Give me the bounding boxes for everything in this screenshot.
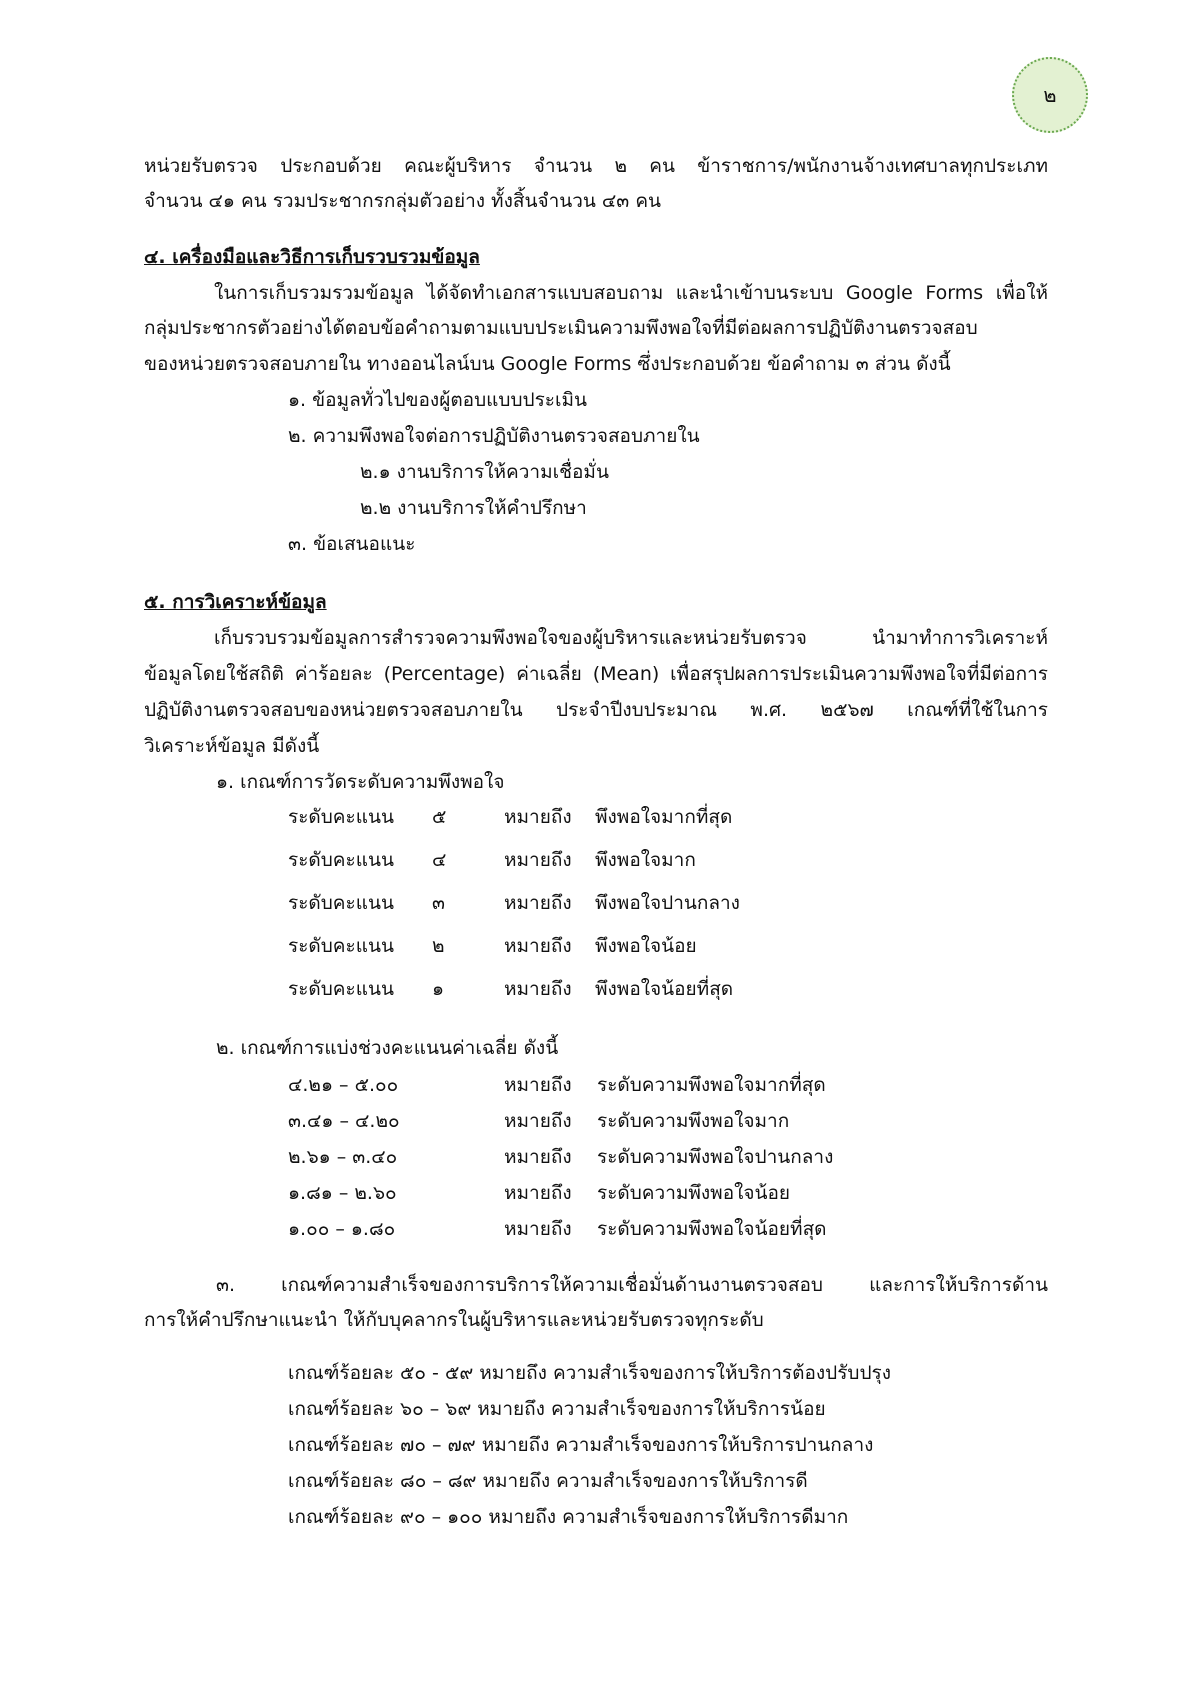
score-description: พึงพอใจน้อยที่สุด [595,978,734,1000]
criteria-3-row: เกณฑ์ร้อยละ ๗๐ – ๗๙ หมายถึง ความสำเร็จของการให้บริการปานกลาง [288,1434,874,1456]
means-label: หมายถึง [504,1074,572,1096]
range-description: ระดับความพึงพอใจน้อยที่สุด [597,1218,827,1240]
section-5-heading: ๕. การวิเคราะห์ข้อมูล [144,591,327,613]
score-label: ระดับคะแนน [288,935,394,957]
page-number: ๒ [1043,83,1057,107]
score-value: ๕ [432,806,447,828]
means-label: หมายถึง [504,1110,572,1132]
score-value: ๒ [432,935,445,957]
section-5-para-line: เก็บรวบรวมข้อมูลการสำรวจความพึงพอใจของผู้บริหารและหน่วยรับตรวจ นำมาทำการวิเคราะห์ [214,627,1048,649]
means-label: หมายถึง [504,849,572,871]
range-description: ระดับความพึงพอใจน้อย [597,1182,791,1204]
score-description: พึงพอใจน้อย [595,935,697,957]
criteria-3-row: เกณฑ์ร้อยละ ๙๐ – ๑๐๐ หมายถึง ความสำเร็จของการให้บริการดีมาก [288,1506,849,1528]
criteria-3-row: เกณฑ์ร้อยละ ๘๐ – ๘๙ หมายถึง ความสำเร็จของการให้บริการดี [288,1470,808,1492]
section-4-heading: ๔. เครื่องมือและวิธีการเก็บรวบรวมข้อมูล [144,246,480,268]
score-description: พึงพอใจปานกลาง [595,892,740,914]
section-4-item: ๒. ความพึงพอใจต่อการปฏิบัติงานตรวจสอบภายใน [288,425,700,447]
means-label: หมายถึง [504,1182,572,1204]
range-description: ระดับความพึงพอใจปานกลาง [597,1146,834,1168]
intro-line-1: หน่วยรับตรวจ ประกอบด้วย คณะผู้บริหาร จำนวน ๒ คน ข้าราชการ/พนักงานจ้างเทศบาลทุกประเภท [144,155,1048,177]
means-label: หมายถึง [504,935,572,957]
score-description: พึงพอใจมาก [595,849,696,871]
section-5-para-line: ปฏิบัติงานตรวจสอบของหน่วยตรวจสอบภายใน ประจำปีงบประมาณ พ.ศ. ๒๕๖๗ เกณฑ์ที่ใช้ในการ [144,699,1048,721]
section-4-para-line: ของหน่วยตรวจสอบภายใน ทางออนไลน์บน Google Forms ซึ่งประกอบด้วย ข้อคำถาม ๓ ส่วน ดังนี้ [144,353,951,375]
section-4-subitem: ๒.๒ งานบริการให้คำปรึกษา [360,497,587,519]
criteria-1-title: ๑. เกณฑ์การวัดระดับความพึงพอใจ [216,771,505,793]
score-value: ๑ [432,978,445,1000]
section-4-para-line: ในการเก็บรวมรวมข้อมูล ได้จัดทำเอกสารแบบสอบถาม และนำเข้าบนระบบ Google Forms เพื่อให้ [214,282,1048,304]
score-value: ๔ [432,849,447,871]
means-label: หมายถึง [504,806,572,828]
score-description: พึงพอใจมากที่สุด [595,806,733,828]
mean-range: ๔.๒๑ – ๕.๐๐ [288,1074,399,1096]
means-label: หมายถึง [504,978,572,1000]
score-label: ระดับคะแนน [288,978,394,1000]
mean-range: ๑.๐๐ – ๑.๘๐ [288,1218,396,1240]
score-label: ระดับคะแนน [288,806,394,828]
section-5-para-line: ข้อมูลโดยใช้สถิติ ค่าร้อยละ (Percentage) ค่าเฉลี่ย (Mean) เพื่อสรุปผลการประเมินความพึงพอใจที่มีต่อการ [144,663,1048,685]
section-5-para-line: วิเคราะห์ข้อมูล มีดังนี้ [144,735,320,757]
means-label: หมายถึง [504,1146,572,1168]
section-4-item: ๓. ข้อเสนอแนะ [288,533,416,555]
range-description: ระดับความพึงพอใจมากที่สุด [597,1074,826,1096]
mean-range: ๑.๘๑ – ๒.๖๐ [288,1182,397,1204]
intro-line-2: จำนวน ๔๑ คน รวมประชากรกลุ่มตัวอย่าง ทั้งสิ้นจำนวน ๔๓ คน [144,190,662,212]
means-label: หมายถึง [504,1218,572,1240]
mean-range: ๒.๖๑ – ๓.๔๐ [288,1146,398,1168]
score-label: ระดับคะแนน [288,849,394,871]
criteria-3-line-1: ๓. เกณฑ์ความสำเร็จของการบริการให้ความเชื่อมั่นด้านงานตรวจสอบ และการให้บริการด้าน [216,1274,1048,1296]
criteria-2-title: ๒. เกณฑ์การแบ่งช่วงคะแนนค่าเฉลี่ย ดังนี้ [216,1037,559,1059]
section-4-item: ๑. ข้อมูลทั่วไปของผู้ตอบแบบประเมิน [288,389,587,411]
criteria-3-line-2: การให้คำปรึกษาแนะนำ ให้กับบุคลากรในผู้บริหารและหน่วยรับตรวจทุกระดับ [144,1309,764,1331]
criteria-3-row: เกณฑ์ร้อยละ ๖๐ – ๖๙ หมายถึง ความสำเร็จของการให้บริการน้อย [288,1398,826,1420]
mean-range: ๓.๔๑ – ๔.๒๐ [288,1110,400,1132]
range-description: ระดับความพึงพอใจมาก [597,1110,790,1132]
page-number-badge [1012,57,1088,133]
section-4-subitem: ๒.๑ งานบริการให้ความเชื่อมั่น [360,461,609,483]
section-4-para-line: กลุ่มประชากรตัวอย่างได้ตอบข้อคำถามตามแบบประเมินความพึงพอใจที่มีต่อผลการปฏิบัติงานตรวจสอบ [144,317,978,339]
criteria-3-row: เกณฑ์ร้อยละ ๕๐ - ๕๙ หมายถึง ความสำเร็จของการให้บริการต้องปรับปรุง [288,1362,892,1384]
means-label: หมายถึง [504,892,572,914]
score-label: ระดับคะแนน [288,892,394,914]
score-value: ๓ [432,892,445,914]
